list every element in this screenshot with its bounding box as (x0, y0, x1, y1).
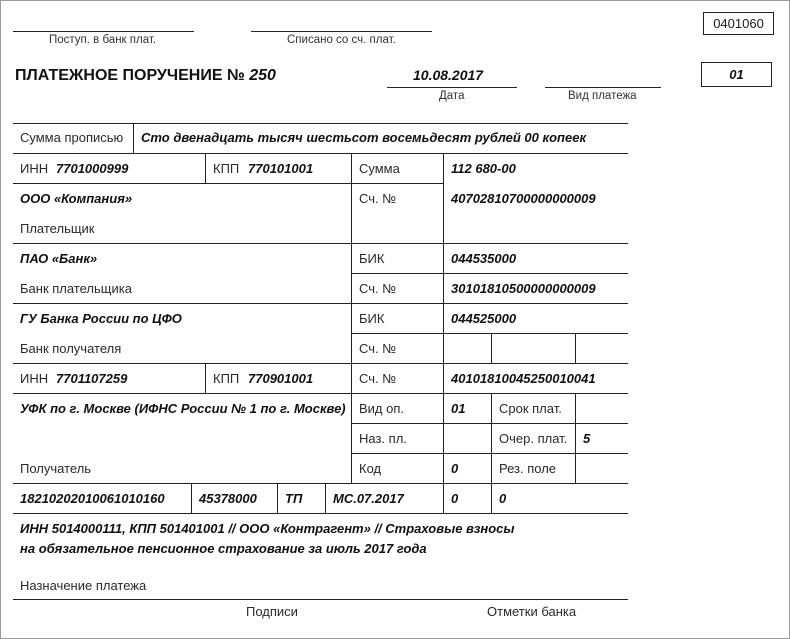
payer-kpp-label: КПП (213, 161, 240, 176)
payment-type-box (701, 62, 772, 87)
sum-value: 112 680-00 (451, 161, 516, 176)
payee-kpp-value: 770901001 (248, 371, 314, 386)
bank-marks-label: Отметки банка (487, 604, 577, 619)
kbk-value: 18210202010061010160 (20, 491, 165, 506)
col-line (351, 153, 352, 483)
row-line (351, 453, 628, 454)
payer-bank-role-label: Банк плательщика (20, 281, 132, 296)
received-line (13, 31, 194, 32)
term-label: Срок плат. (499, 401, 562, 416)
signatures-label: Подписи (246, 604, 298, 619)
row-line (13, 513, 628, 514)
purpose-line-1: ИНН 5014000111, КПП 501401001 // ООО «Контрагент» // Страховые взносы (20, 521, 515, 536)
payer-name: ООО «Компания» (20, 191, 133, 206)
debited-label: Списано со сч. плат. (287, 34, 396, 46)
op-type-label: Вид оп. (359, 401, 405, 416)
purpose-line-2: на обязательное пенсионное страхование за июль 2017 года (20, 541, 427, 556)
purpose-label: Назначение платежа (20, 578, 147, 593)
payer-bank-bik-label: БИК (359, 251, 385, 266)
row-line (351, 273, 628, 274)
payee-bank-bik-value: 044525000 (451, 311, 517, 326)
received-label: Поступ. в банк плат. (49, 34, 157, 46)
payer-inn-value: 7701000999 (56, 161, 129, 176)
payer-account-label: Сч. № (359, 191, 397, 206)
col-line (205, 363, 206, 393)
row-line (13, 183, 351, 184)
code-value: 0 (451, 461, 459, 476)
doc-date-value: 0 (499, 491, 507, 506)
payment-type-line (545, 87, 661, 88)
row-line (351, 183, 443, 184)
title-text: ПЛАТЕЖНОЕ ПОРУЧЕНИЕ № (15, 67, 245, 84)
amount-words-top-line (13, 123, 628, 124)
payee-bank-account-label: Сч. № (359, 341, 397, 356)
col-line (491, 483, 492, 513)
priority-value: 5 (583, 431, 591, 446)
payer-inn-label: ИНН (20, 161, 49, 176)
purpose-code-label: Наз. пл. (359, 431, 407, 446)
period-value: МС.07.2017 (333, 491, 404, 506)
payee-bank-bik-label: БИК (359, 311, 385, 326)
debited-line (251, 31, 432, 32)
code-label: Код (359, 461, 382, 476)
col-line (575, 393, 576, 483)
payer-kpp-value: 770101001 (248, 161, 314, 176)
col-line (191, 483, 192, 513)
payer-bank-name: ПАО «Банк» (20, 251, 98, 266)
col-line (325, 483, 326, 513)
date-line (387, 87, 517, 88)
payee-account-label: Сч. № (359, 371, 397, 386)
col-line (575, 333, 576, 363)
date-label: Дата (439, 90, 465, 102)
amount-words-value: Сто двенадцать тысяч шестьсот восемьдесят рублей 00 копеек (141, 130, 587, 145)
payee-name: УФК по г. Москве (ИФНС России № 1 по г. Москве) (20, 401, 346, 416)
form-code: 0401060 (713, 16, 764, 31)
payer-bank-bik-value: 044535000 (451, 251, 517, 266)
payee-inn-label: ИНН (20, 371, 49, 386)
col-line (491, 393, 492, 483)
row-line (13, 393, 628, 394)
payee-bank-name: ГУ Банка России по ЦФО (20, 311, 182, 326)
col-line (491, 333, 492, 363)
amount-words-label: Сумма прописью (20, 130, 124, 145)
payer-bank-account-value: 30101810500000000009 (451, 281, 596, 296)
col-line (443, 153, 444, 513)
row-line (13, 303, 628, 304)
payee-inn-value: 7701107259 (56, 371, 128, 386)
page-title (15, 67, 276, 85)
payment-type-code: 01 (729, 67, 744, 82)
purpose-bottom-line (13, 599, 628, 600)
row-line (13, 243, 628, 244)
row-line (13, 153, 628, 154)
payee-bank-role-label: Банк получателя (20, 341, 122, 356)
form-code-box (703, 12, 774, 35)
payment-type-label: Вид платежа (568, 90, 637, 102)
oktmo-value: 45378000 (199, 491, 257, 506)
priority-label: Очер. плат. (499, 431, 568, 446)
payee-kpp-label: КПП (213, 371, 240, 386)
payer-role-label: Плательщик (20, 221, 95, 236)
payer-bank-account-label: Сч. № (359, 281, 397, 296)
payer-account-value: 40702810700000000009 (451, 191, 596, 206)
payee-account-value: 40101810045250010041 (451, 371, 596, 386)
reserve-label: Рез. поле (499, 461, 557, 476)
row-line (13, 483, 628, 484)
doc-number-value: 0 (451, 491, 459, 506)
amount-words-divider (133, 123, 134, 153)
col-line (277, 483, 278, 513)
col-line (205, 153, 206, 183)
sum-label: Сумма (359, 161, 400, 176)
order-number: 250 (249, 67, 276, 84)
row-line (13, 363, 628, 364)
row-line (351, 423, 628, 424)
basis-value: ТП (285, 491, 303, 506)
op-type-value: 01 (451, 401, 466, 416)
date-value: 10.08.2017 (413, 67, 484, 83)
row-line (351, 333, 628, 334)
payee-role-label: Получатель (20, 461, 92, 476)
